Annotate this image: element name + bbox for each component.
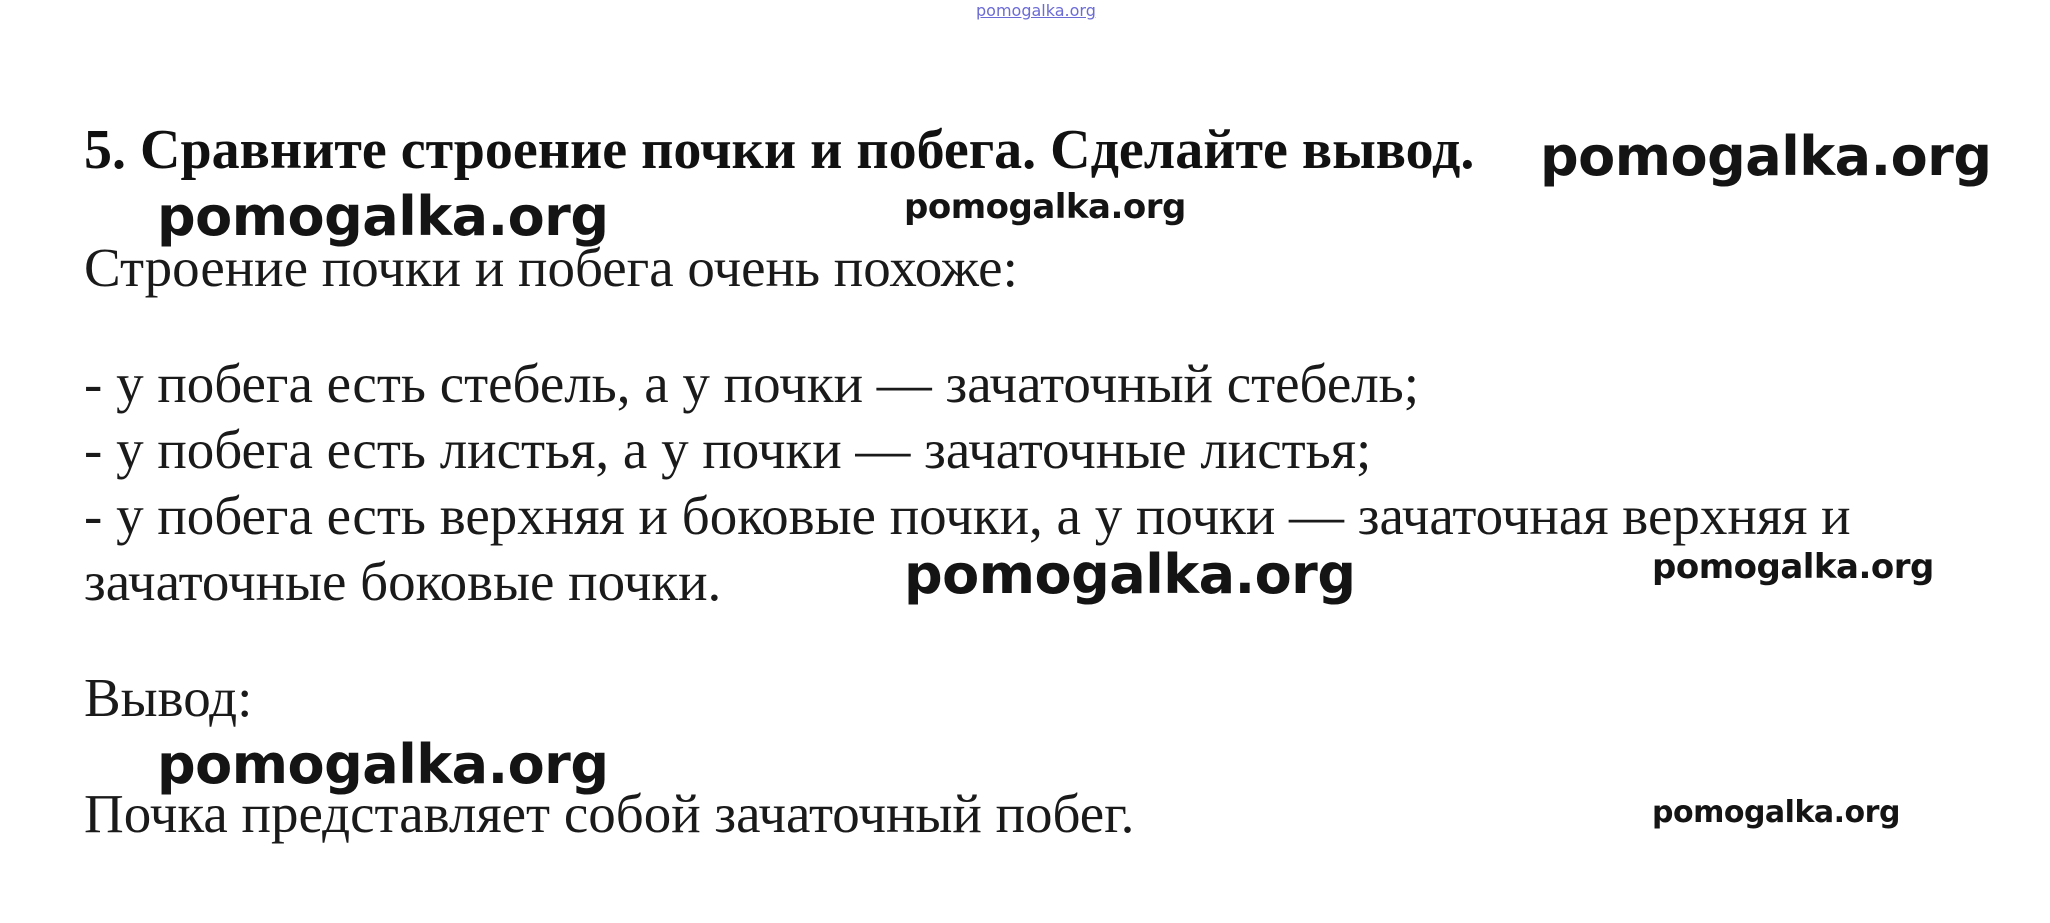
answer-item-buds: - у побега есть верхняя и боковые почки, а у почки — зачаточная верхняя и — [84, 485, 1851, 546]
question-heading: 5. Сравните строение почки и побега. Сделайте вывод. — [84, 119, 1475, 181]
watermark: pomogalka.org — [157, 733, 609, 796]
watermark: pomogalka.org — [1652, 795, 1900, 830]
watermark: pomogalka.org — [904, 187, 1186, 227]
answer-intro: Строение почки и побега очень похоже: — [84, 237, 1018, 298]
watermark: pomogalka.org — [157, 185, 609, 248]
watermark: pomogalka.org — [1540, 125, 1992, 188]
answer-item-stem: - у побега есть стебель, а у почки — зачаточный стебель; — [84, 353, 1420, 414]
answer-item-leaves: - у побега есть листья, а у почки — зачаточные листья; — [84, 419, 1372, 480]
watermark: pomogalka.org — [904, 543, 1356, 606]
header-site-link[interactable]: pomogalka.org — [976, 1, 1096, 20]
conclusion-text: Почка представляет собой зачаточный побег. — [84, 783, 1135, 844]
watermark: pomogalka.org — [1652, 547, 1934, 587]
answer-item-buds-continued: зачаточные боковые почки. — [84, 551, 722, 612]
conclusion-label: Вывод: — [84, 667, 253, 728]
